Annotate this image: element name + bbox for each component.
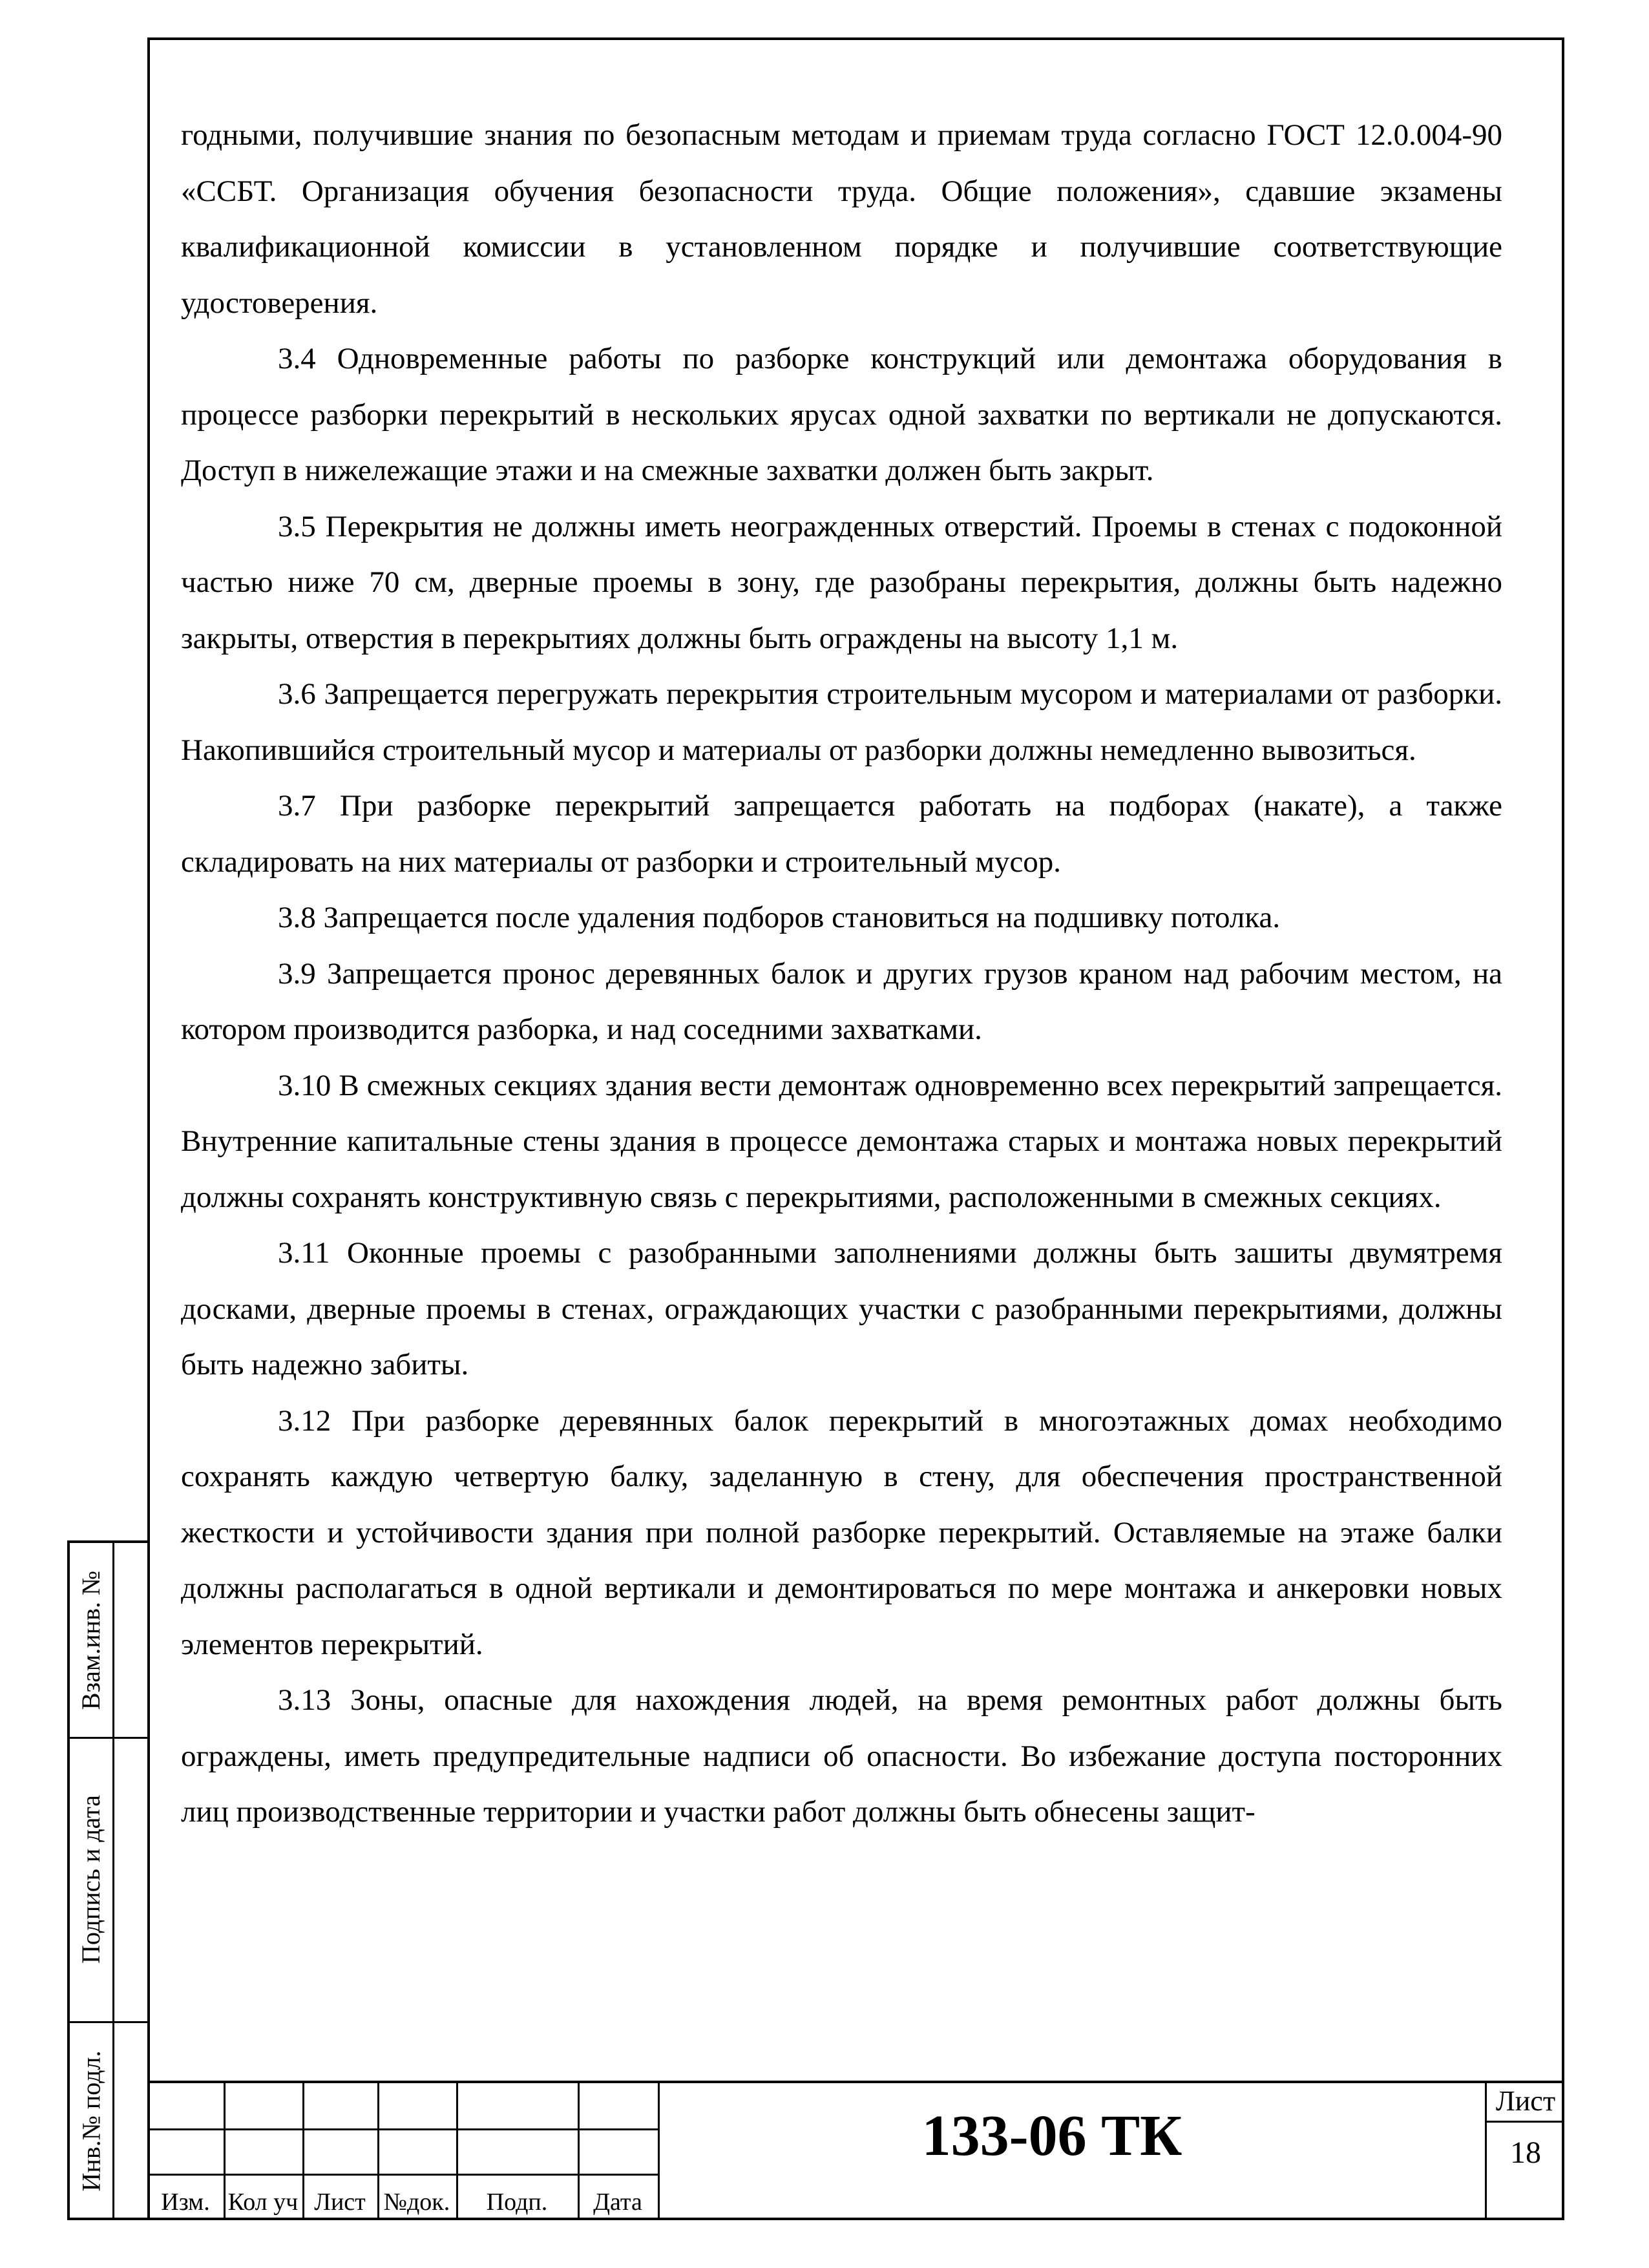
paragraph: 3.12 При разборке деревянных балок перекрытий в многоэтажных домах необходимо сохранять каждую четвертую балку, заделанную в стену, для обеспечения пространственной жесткости и устойчивости здания при полной разборке перекрытий. Оставляемые на этаже балки должны располагаться в одной вертикали и демонтироваться по мере монтажа и анкеровки новых элементов перекрытий. — [181, 1403, 1502, 1661]
paragraph: 3.9 Запрещается пронос деревянных балок и других грузов краном над рабочим местом, на котором производится разборка, и над соседними захватками. — [181, 956, 1502, 1046]
sheet-number: 18 — [1510, 2136, 1541, 2170]
col-kol-uch: Кол уч — [227, 2189, 299, 2216]
side-stamp — [67, 1540, 147, 2220]
sheet-label: Лист — [1487, 2084, 1564, 2123]
sheet-box — [1485, 2083, 1564, 2220]
col-podp: Подп. — [486, 2189, 548, 2216]
paragraph: 3.11 Оконные проемы с разобранными заполнениями должны быть зашиты двумятремя досками, дверные проемы в стенах, ограждающих участки с разобранными перекрытиями, должны быть надежно забиты. — [181, 1236, 1502, 1381]
col-data: Дата — [593, 2189, 642, 2216]
paragraph: 3.7 При разборке перекрытий запрещается работать на подборах (накате), а также складировать на них материалы от разборки и строительный мусор. — [181, 789, 1502, 879]
col-izm: Изм. — [161, 2189, 210, 2216]
side-stamp-divider — [112, 1543, 114, 2218]
paragraph: 3.5 Перекрытия не должны иметь неогражденных отверстий. Проемы в стенах с подоконной частью ниже 70 см, дверные проемы в зону, где разобраны перекрытия, должны быть надежно закрыты, отверстия в перекрытиях должны быть ограждены на высоту 1,1 м. — [181, 509, 1502, 655]
paragraph: 3.10 В смежных секциях здания вести демонтаж одновременно всех перекрытий запрещается. Внутренние капитальные стены здания в процессе демонтажа старых и монтажа новых перекрытий должны сохранять конструктивную связь с перекрытиями, расположенными в смежных секциях. — [181, 1068, 1502, 1214]
side-label-inv: Инв.№ подл. — [76, 2050, 106, 2191]
col-nomer-dok: №док. — [383, 2189, 450, 2216]
paragraph: 3.13 Зоны, опасные для нахождения людей, на время ремонтных работ должны быть ограждены, иметь предупредительные надписи об опасности. Во избежание доступа посторонних лиц производственные территории и участки работ должны быть обнесены защит- — [181, 1683, 1502, 1829]
paragraph: 3.8 Запрещается после удаления подборов становиться на подшивку потолка. — [278, 901, 1281, 934]
paragraph: 3.4 Одновременные работы по разборке конструкций или демонтажа оборудования в процессе разборки перекрытий в нескольких ярусах одной захватки по вертикали не допускаются. Доступ в нижележащие этажи и на смежные захватки должен быть закрыт. — [181, 342, 1502, 487]
side-label-podpis: Подпись и дата — [76, 1794, 106, 1964]
paragraph: годными, получившие знания по безопасным методам и приемам труда согласно ГОСТ 12.0.004-90 «ССБТ. Организация обучения безопасности труда. Общие положения», сдавшие экзамены квалификационной комиссии в установленном порядке и получившие соответствующие удостоверения. — [181, 118, 1502, 320]
document-code: 133-06 ТК — [921, 2104, 1182, 2168]
revision-table — [147, 2083, 658, 2220]
document-body — [181, 107, 1502, 1840]
paragraph: 3.6 Запрещается перегружать перекрытия строительным мусором и материалами от разборки. Накопившийся строительный мусор и материалы от разборки должны немедленно вывозиться. — [181, 677, 1502, 767]
revision-col-line — [658, 2083, 660, 2220]
col-list: Лист — [314, 2189, 366, 2216]
title-block — [147, 2081, 1564, 2220]
side-label-vzam: Взам.инв. № — [76, 1570, 106, 1710]
